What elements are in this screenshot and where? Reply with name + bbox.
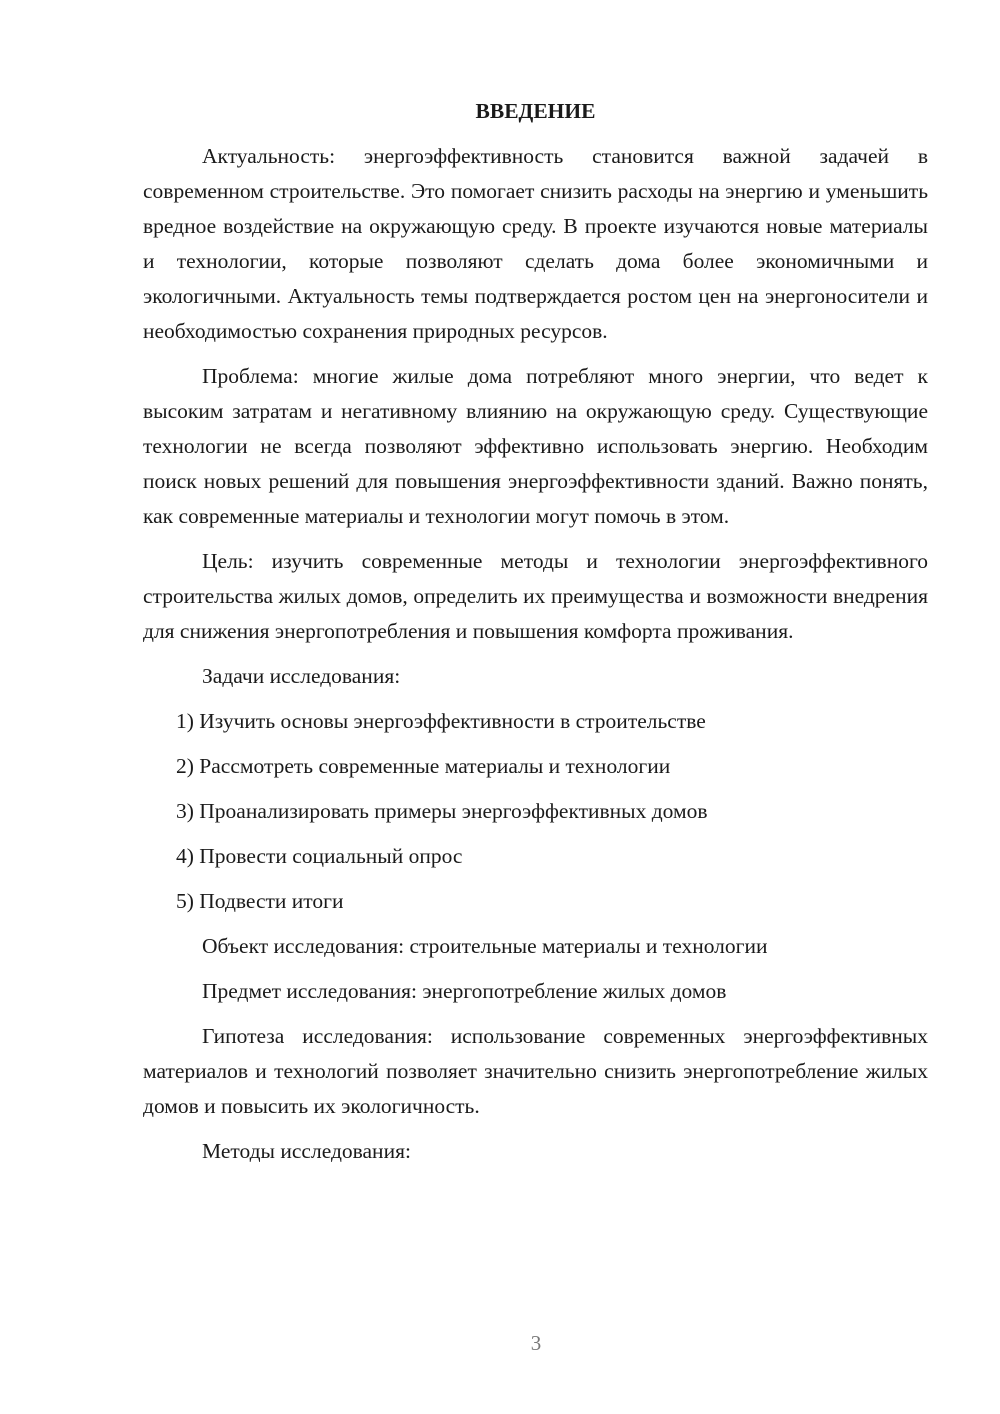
subject-paragraph: Предмет исследования: энергопотребление жилых домов — [202, 979, 727, 1003]
page-number: 3 — [530, 1331, 542, 1355]
object-paragraph: Объект исследования: строительные материалы и технологии — [202, 934, 768, 958]
document-page — [143, 94, 928, 1179]
tasks-list — [143, 704, 928, 919]
section-title: ВВЕДЕНИЕ — [475, 99, 596, 123]
goal-paragraph: Цель: изучить современные методы и технологии энергоэффективного строительства жилых домов, определить их преимущества и возможности внедрения для снижения энергопотребления и повышения комфорта проживания. — [143, 549, 928, 643]
task-item-3: 3) Проанализировать примеры энергоэффективных домов — [176, 799, 708, 823]
tasks-heading: Задачи исследования: — [202, 664, 401, 688]
task-item-1: 1) Изучить основы энергоэффективности в строительстве — [176, 709, 706, 733]
hypothesis-paragraph: Гипотеза исследования: использование современных энергоэффективных материалов и технологий позволяет значительно снизить энергопотребление жилых домов и повысить их экологичность. — [143, 1024, 928, 1118]
methods-heading: Методы исследования: — [202, 1139, 411, 1163]
problem-paragraph: Проблема: многие жилые дома потребляют много энергии, что ведет к высоким затратам и негативному влиянию на окружающую среду. Существующие технологии не всегда позволяют эффективно использовать энергию. Необходим поиск новых решений для повышения энергоэффективности зданий. Важно понять, как современные материалы и технологии могут помочь в этом. — [143, 364, 928, 528]
task-item-4: 4) Провести социальный опрос — [176, 844, 463, 868]
relevance-paragraph: Актуальность: энергоэффективность становится важной задачей в современном строительстве. Это помогает снизить расходы на энергию и уменьшить вредное воздействие на окружающую среду. В проекте изучаются новые материалы и технологии, которые позволяют сделать дома более экономичными и экологичными. Актуальность темы подтверждается ростом цен на энергоносители и необходимостью сохранения природных ресурсов. — [143, 144, 928, 343]
task-item-2: 2) Рассмотреть современные материалы и технологии — [176, 754, 671, 778]
task-item-5: 5) Подвести итоги — [176, 889, 344, 913]
